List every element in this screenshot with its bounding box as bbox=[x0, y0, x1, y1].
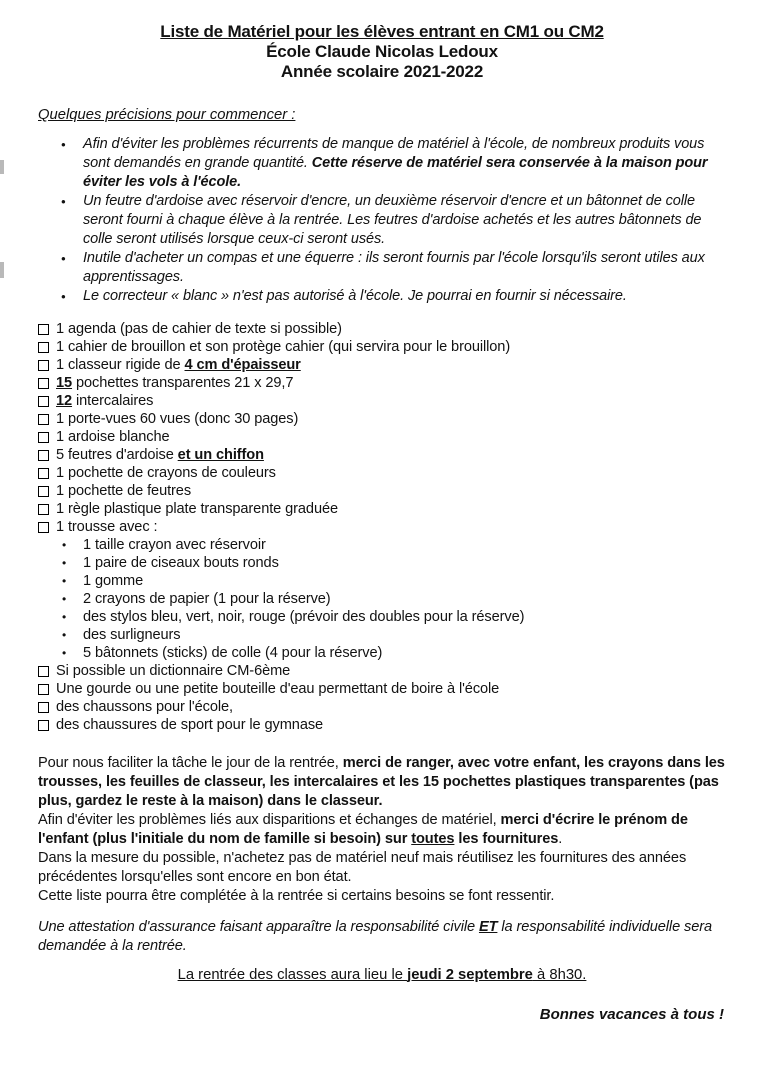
checkbox-icon bbox=[38, 432, 49, 443]
item-text: 1 trousse avec : bbox=[56, 519, 158, 535]
checklist-item bbox=[38, 320, 726, 338]
checklist-item bbox=[38, 698, 726, 716]
item-text: des chaussons pour l'école, bbox=[56, 699, 233, 715]
note-paragraph-ranger: Pour nous faciliter la tâche le jour de la rentrée, merci de ranger, avec votre enfant, les crayons dans les trousses, les feuilles de classeur, les intercalaires et les 15 pochettes plastiques transparentes (pas plus, gardez le reste à la maison) dans le classeur. bbox=[38, 755, 725, 809]
checkbox-icon bbox=[38, 342, 49, 353]
rentree-announcement: La rentrée des classes aura lieu le jeudi 2 septembre à 8h30. bbox=[177, 967, 587, 983]
checklist-item: 5 feutres d'ardoise et un chiffon bbox=[38, 446, 726, 464]
checkbox-icon bbox=[38, 414, 49, 425]
intro-bullet bbox=[38, 287, 726, 306]
checklist-item bbox=[38, 338, 726, 356]
supplies-checklist bbox=[38, 320, 726, 734]
item-text: 1 agenda (pas de cahier de texte si possible) bbox=[56, 321, 342, 337]
checklist-item bbox=[38, 518, 726, 536]
note-paragraph-reutiliser: Dans la mesure du possible, n'achetez pas de matériel neuf mais réutilisez les fournitures des années précédentes lorsqu'elles sont encore en bon état. bbox=[38, 850, 687, 885]
bullet-text: Le correcteur « blanc » n'est pas autorisé à l'école. Je pourrai en fournir si nécessaire. bbox=[83, 288, 627, 304]
trousse-sub-item: • 2 crayons de papier (1 pour la réserve) bbox=[38, 590, 726, 608]
item-text: 1 pochette de feutres bbox=[56, 483, 192, 499]
item-text: Une gourde ou une petite bouteille d'eau permettant de boire à l'école bbox=[56, 681, 500, 697]
trousse-sub-item: • 1 paire de ciseaux bouts ronds bbox=[38, 554, 726, 572]
bullet-text: Inutile d'acheter un compas et une équerre : ils seront fournis par l'école lorsqu'ils seront utiles aux apprentissages. bbox=[83, 250, 705, 285]
checklist-item bbox=[38, 482, 726, 500]
checkbox-icon bbox=[38, 684, 49, 695]
checklist-item bbox=[38, 464, 726, 482]
item-text: 1 règle plastique plate transparente graduée bbox=[56, 501, 339, 517]
scan-artifact bbox=[0, 160, 4, 174]
checklist-item bbox=[38, 716, 726, 734]
bullet-text-bold: Cette réserve de matériel sera conservée à la maison pour éviter les vols à l'école. bbox=[83, 155, 708, 190]
item-text: 1 cahier de brouillon et son protège cahier (qui servira pour le brouillon) bbox=[56, 339, 511, 355]
intro-bullet bbox=[38, 192, 726, 249]
item-text: 1 porte-vues 60 vues (donc 30 pages) bbox=[56, 411, 299, 427]
school-name: École Claude Nicolas Ledoux bbox=[266, 42, 498, 61]
notes-block bbox=[38, 754, 726, 906]
checklist-item bbox=[38, 428, 726, 446]
checkbox-icon bbox=[38, 504, 49, 515]
checklist-item: 12 intercalaires bbox=[38, 392, 726, 410]
document-title: Liste de Matériel pour les élèves entrant en CM1 ou CM2 bbox=[160, 22, 604, 41]
trousse-sub-list bbox=[38, 536, 726, 662]
checkbox-icon bbox=[38, 720, 49, 731]
item-text: 1 ardoise blanche bbox=[56, 429, 170, 445]
checkbox-icon bbox=[38, 522, 49, 533]
scan-artifact bbox=[0, 262, 4, 278]
rentree-date: jeudi 2 septembre bbox=[407, 967, 533, 983]
trousse-sub-item: • 5 bâtonnets (sticks) de colle (4 pour la réserve) bbox=[38, 644, 726, 662]
checkbox-icon bbox=[38, 468, 49, 479]
checklist-item: 1 classeur rigide de 4 cm d'épaisseur bbox=[38, 356, 726, 374]
intro-bullet bbox=[38, 249, 726, 287]
intro-heading: Quelques précisions pour commencer : bbox=[38, 107, 296, 123]
item-text: des chaussures de sport pour le gymnase bbox=[56, 717, 324, 733]
note-paragraph-liste-completee: Cette liste pourra être complétée à la rentrée si certains besoins se font ressentir. bbox=[38, 888, 555, 904]
note-paragraph-prenom: Afin d'éviter les problèmes liés aux disparitions et échanges de matériel, merci d'écrire le prénom de l'enfant (plus l'initiale du nom de famille si besoin) sur toutes les fournitures. bbox=[38, 812, 688, 847]
item-text: 1 classeur rigide de bbox=[56, 357, 185, 373]
intro-bullet bbox=[38, 135, 726, 192]
checkbox-icon bbox=[38, 396, 49, 407]
item-text: 5 feutres d'ardoise bbox=[56, 447, 178, 463]
checkbox-icon bbox=[38, 666, 49, 677]
checkbox-icon bbox=[38, 486, 49, 497]
item-text: Si possible un dictionnaire CM-6ème bbox=[56, 663, 291, 679]
checkbox-icon bbox=[38, 324, 49, 335]
trousse-sub-item: • des stylos bleu, vert, noir, rouge (prévoir des doubles pour la réserve) bbox=[38, 608, 726, 626]
school-year: Année scolaire 2021-2022 bbox=[280, 62, 484, 81]
checklist-item bbox=[38, 662, 726, 680]
bullet-text: Afin d'éviter les problèmes récurrents de manque de matériel à l'école, de nombreux produits vous sont demandés en grande quantité. bbox=[83, 136, 705, 171]
checkbox-icon bbox=[38, 360, 49, 371]
trousse-sub-item: • 1 taille crayon avec réservoir bbox=[38, 536, 726, 554]
checklist-item bbox=[38, 680, 726, 698]
bullet-text: Un feutre d'ardoise avec réservoir d'encre, un deuxième réservoir d'encre et un bâtonnet de colle seront fourni à chaque élève à la rentrée. Les feutres d'ardoise achetés et les autres bâtonnets de colle seront utilisés lorsque ceux-ci seront usés. bbox=[83, 193, 702, 247]
title-block bbox=[38, 22, 726, 82]
closing-message: Bonnes vacances à tous ! bbox=[539, 1006, 724, 1023]
checklist-item bbox=[38, 410, 726, 428]
checklist-item: 15 pochettes transparentes 21 x 29,7 bbox=[38, 374, 726, 392]
insurance-paragraph: Une attestation d'assurance faisant apparaître la responsabilité civile ET la responsabilité individuelle sera demandée à la rentrée. bbox=[38, 919, 713, 954]
checkbox-icon bbox=[38, 702, 49, 713]
checkbox-icon bbox=[38, 450, 49, 461]
insurance-et-emphasis: ET bbox=[478, 919, 498, 935]
trousse-sub-item: • des surligneurs bbox=[38, 626, 726, 644]
checkbox-icon bbox=[38, 378, 49, 389]
item-text: 1 pochette de crayons de couleurs bbox=[56, 465, 276, 481]
checklist-item bbox=[38, 500, 726, 518]
trousse-sub-item: • 1 gomme bbox=[38, 572, 726, 590]
intro-bullet-list bbox=[38, 135, 726, 306]
